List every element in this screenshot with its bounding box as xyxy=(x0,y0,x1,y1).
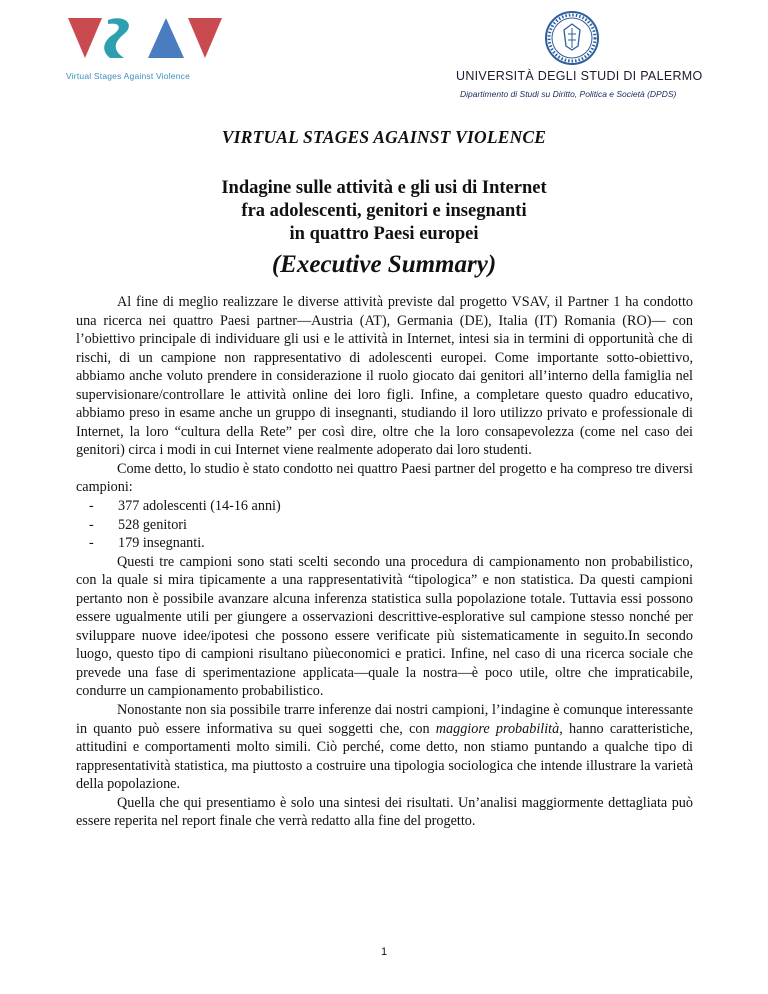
list-item-text: 528 genitori xyxy=(118,516,187,533)
list-item xyxy=(76,497,693,516)
list-item xyxy=(76,534,693,553)
vsav-tagline: Virtual Stages Against Violence xyxy=(66,71,191,81)
paragraph xyxy=(76,701,693,794)
vsav-logo xyxy=(66,14,226,84)
project-title: VIRTUAL STAGES AGAINST VIOLENCE xyxy=(221,127,547,147)
page-number: 1 xyxy=(380,946,388,958)
survey-title xyxy=(0,177,768,246)
unipa-seal-icon xyxy=(544,10,600,66)
list-item-text: 179 insegnanti. xyxy=(118,535,205,552)
list-item-text: 377 adolescenti (14-16 anni) xyxy=(118,498,281,515)
list-item xyxy=(76,516,693,535)
survey-title-line: Indagine sulle attività e gli usi di Internet xyxy=(221,178,547,198)
paragraph-text: , hanno caratteristiche, attitudini e comportamenti molto simili. Ciò perché, come detto, non stiamo puntando a qualche tipo di rappresentatività statistica, ma piuttosto a costruire una tipologia sociologica che intende illustrare la varietà della popolazione. xyxy=(76,720,693,793)
survey-title-line: in quattro Paesi europei xyxy=(289,224,479,244)
executive-summary-heading: (Executive Summary) xyxy=(271,251,497,278)
list-dash: - xyxy=(89,535,94,552)
paragraph: Come detto, lo studio è stato condotto nei quattro Paesi partner del progetto e ha compreso tre diversi campioni: xyxy=(76,460,693,496)
body-text xyxy=(76,293,693,831)
paragraph: Questi tre campioni sono stati scelti secondo una procedura di campionamento non probabilistico, con la quale si mira tipicamente a una rappresentatività “tipologica” e non statistica. Da questi campioni pertanto non è possibile avanzare alcuna inferenza statistica sulla popolazione totale. Tuttavia essi possono essere ugualmente utili per giungere a osservazioni descrittive-esplorative sul campione stesso nonché per sviluppare nuove idee/ipotesi che possono essere verificate più sistematicamente in seguito.In secondo luogo, questo tipo di campioni risultano piùeconomici e pratici. Infine, nel caso di una ricerca sociale che prevede una fase di sperimentazione applicata—quale la nostra—è poco utile, oltre che impraticabile, condurre un campionamento probabilistico. xyxy=(76,553,693,700)
paragraph: Al fine di meglio realizzare le diverse attività previste dal progetto VSAV, il Partner 1 ha condotto una ricerca nei quattro Paesi partner—Austria (AT), Germania (DE), Italia (IT) Romania (RO)— con l’obiettivo principale di individuare gli usi e le attività in Internet, intesi sia in termini di opportunità che di rischi, di un campione non rappresentativo di adolescenti europei. Come importante sotto-obiettivo, abbiamo anche voluto prendere in considerazione il ruolo giocato dai genitori all’interno della famiglia nel supervisionare/controllare le attività online dei loro figli. Infine, a completare questo quadro educativo, abbiamo preso in esame anche un gruppo di insegnanti, studiando il loro utilizzo privato e professionale di Internet, la loro “cultura della Rete” per così dire, oltre che la loro consapevolezza (come nel caso dei genitori) circa i modi in cui Internet viene realmente adoperato dai loro studenti. xyxy=(76,294,693,459)
list-dash: - xyxy=(89,516,94,533)
survey-title-line: fra adolescenti, genitori e insegnanti xyxy=(241,201,527,221)
list-dash: - xyxy=(89,498,94,515)
unipa-logo xyxy=(456,10,756,100)
vsav-logo-mark xyxy=(66,14,226,70)
paragraph: Quella che qui presentiamo è solo una sintesi dei risultati. Un’analisi maggiormente dettagliata può essere reperita nel report finale che verrà redatto alla fine del progetto. xyxy=(76,794,693,830)
department-name: Dipartimento di Studi su Diritto, Politica e Società (DPDS) xyxy=(460,89,677,99)
emphasis-text: maggiore probabilità xyxy=(435,720,560,737)
university-name: UNIVERSITÀ DEGLI STUDI DI PALERMO xyxy=(456,69,703,83)
samples-list xyxy=(76,497,693,553)
paragraph-text: Nonostante non sia possibile trarre inferenze dai nostri campioni, l’indagine è comunque interessante in quanto può essere informativa su quei soggetti che, con xyxy=(76,702,693,737)
